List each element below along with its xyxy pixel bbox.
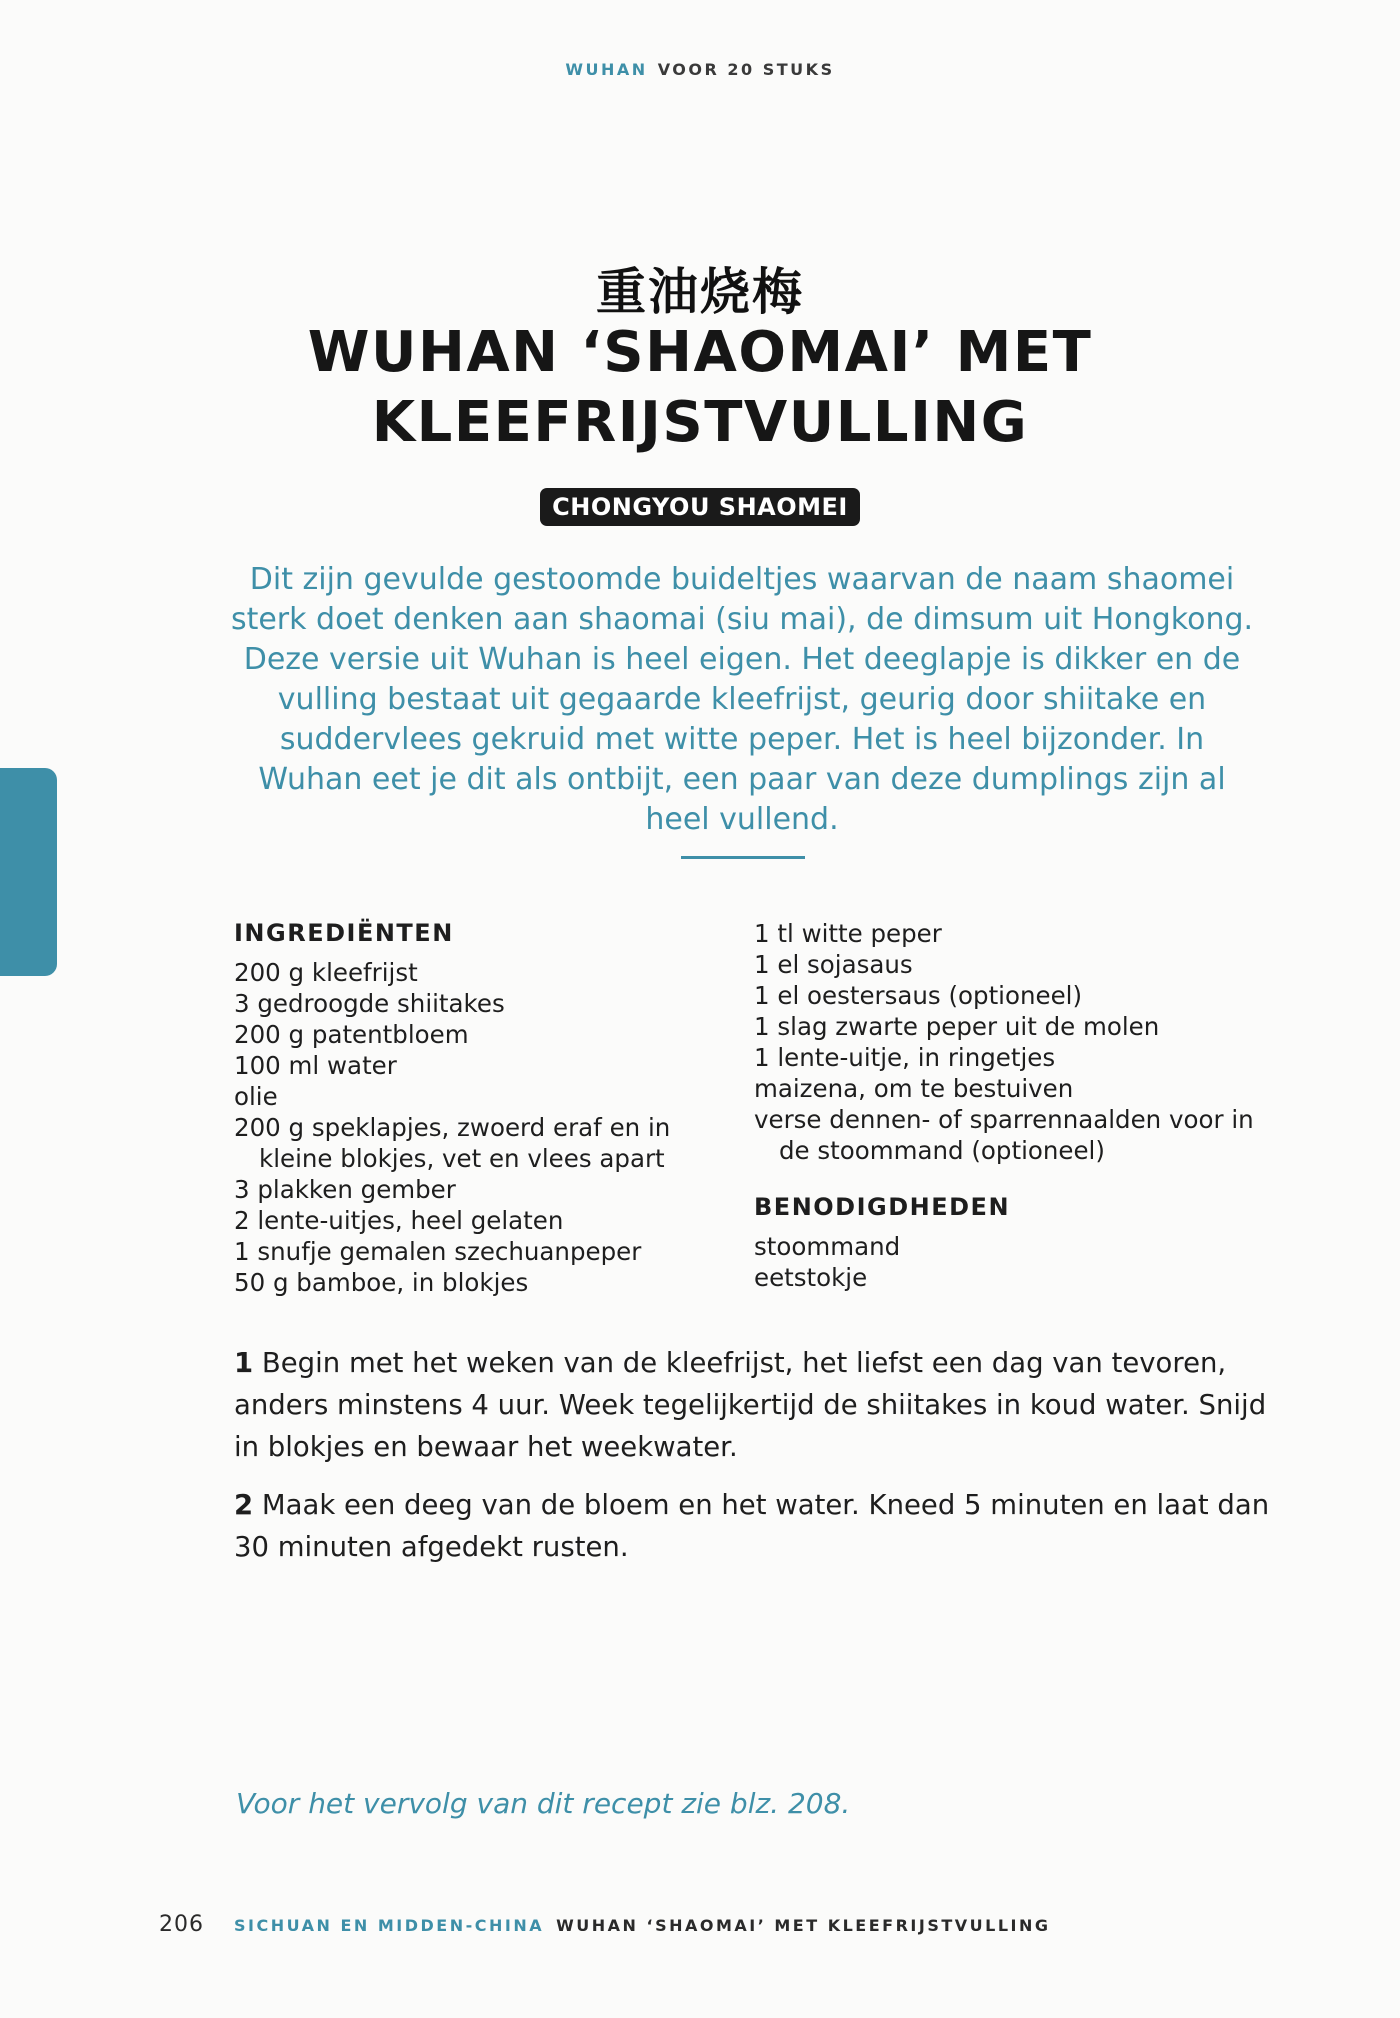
header-yield: VOOR 20 STUKS (657, 60, 835, 79)
footer-section: SICHUAN EN MIDDEN-CHINA (234, 1916, 545, 1935)
chinese-title: 重油烧梅 (596, 263, 804, 321)
equipment-item: stoommand (754, 1232, 901, 1261)
ingredient-item: maizena, om te bestuiven (754, 1074, 1074, 1103)
recipe-title-line-1: WUHAN ‘SHAOMAI’ MET (307, 320, 1093, 385)
intro-paragraph: Dit zijn gevulde gestoomde buideltjes waarvan de naam shaomei sterk doet denken aan shaomai (siu mai), de dimsum uit Hongkong. Deze versie uit Wuhan is heel eigen. Het deeglapje is dikker en de vulling bestaat uit gegaarde kleefrijst, geurig door shiitake en suddervlees gekruid met witte peper. Het is heel bijzonder. In Wuhan eet je dit als ontbijt, een paar van deze dumplings zijn al heel vullend. (230, 562, 1254, 837)
pinyin-badge-wrap (0, 488, 1400, 526)
ingredient-item: 1 slag zwarte peper uit de molen (754, 1012, 1160, 1041)
ingredient-item: 100 ml water (234, 1051, 397, 1080)
footer-recipe-title: WUHAN ‘SHAOMAI’ MET KLEEFRIJSTVULLING (556, 1916, 1051, 1935)
ingredient-item: 2 lente-uitjes, heel gelaten (234, 1206, 564, 1235)
ingredients-column-right (754, 918, 1254, 1293)
ingredient-item: 1 tl witte peper (754, 919, 942, 948)
method-step-1 (234, 1342, 1274, 1468)
ingredient-item: verse dennen- of sparrennaalden voor in de stoommand (optioneel) (754, 1105, 1254, 1165)
ingredients-column-left (234, 918, 704, 1298)
ingredient-item: 50 g bamboe, in blokjes (234, 1268, 529, 1297)
ingredient-item: 3 gedroogde shiitakes (234, 989, 505, 1018)
ingredient-item: 1 el oestersaus (optioneel) (754, 981, 1083, 1010)
equipment-heading: BENODIGDHEDEN (754, 1193, 1011, 1221)
header-region: WUHAN (565, 60, 648, 79)
continuation-note: Voor het vervolg van dit recept zie blz. 208. (236, 1787, 851, 1820)
recipe-title-line-2: KLEEFRIJSTVULLING (371, 390, 1029, 455)
step-text: Begin met het weken van de kleefrijst, het liefst een dag van tevoren, anders minstens 4 uur. Week tegelijkertijd de shiitakes in koud water. Snijd in blokjes en bewaar het weekwater. (234, 1347, 1267, 1463)
ingredient-item: 1 el sojasaus (754, 950, 913, 979)
ingredients-heading: INGREDIËNTEN (234, 919, 454, 947)
page-footer (159, 1912, 1051, 1937)
ingredient-item: 200 g patentbloem (234, 1020, 469, 1049)
ingredient-item: olie (234, 1082, 278, 1111)
step-number: 1 (234, 1347, 254, 1379)
running-header (0, 60, 1400, 79)
recipe-title (0, 318, 1400, 458)
pinyin-badge: CHONGYOU SHAOMEI (540, 488, 860, 526)
ingredient-item: 1 lente-uitje, in ringetjes (754, 1043, 1056, 1072)
ingredient-item: 1 snufje gemalen szechuanpeper (234, 1237, 642, 1266)
equipment-item: eetstokje (754, 1263, 868, 1292)
ingredient-item: 200 g speklapjes, zwoerd eraf en in kleine blokjes, vet en vlees apart (234, 1113, 671, 1173)
chapter-tab-marker (0, 768, 57, 976)
section-divider (681, 856, 805, 859)
page-number: 206 (159, 1912, 204, 1937)
step-text: Maak een deeg van de bloem en het water. Kneed 5 minuten en laat dan 30 minuten afgedekt rusten. (234, 1489, 1270, 1563)
method-step-2 (234, 1484, 1274, 1568)
ingredient-item: 3 plakken gember (234, 1175, 456, 1204)
ingredient-item: 200 g kleefrijst (234, 958, 418, 987)
step-number: 2 (234, 1489, 254, 1521)
